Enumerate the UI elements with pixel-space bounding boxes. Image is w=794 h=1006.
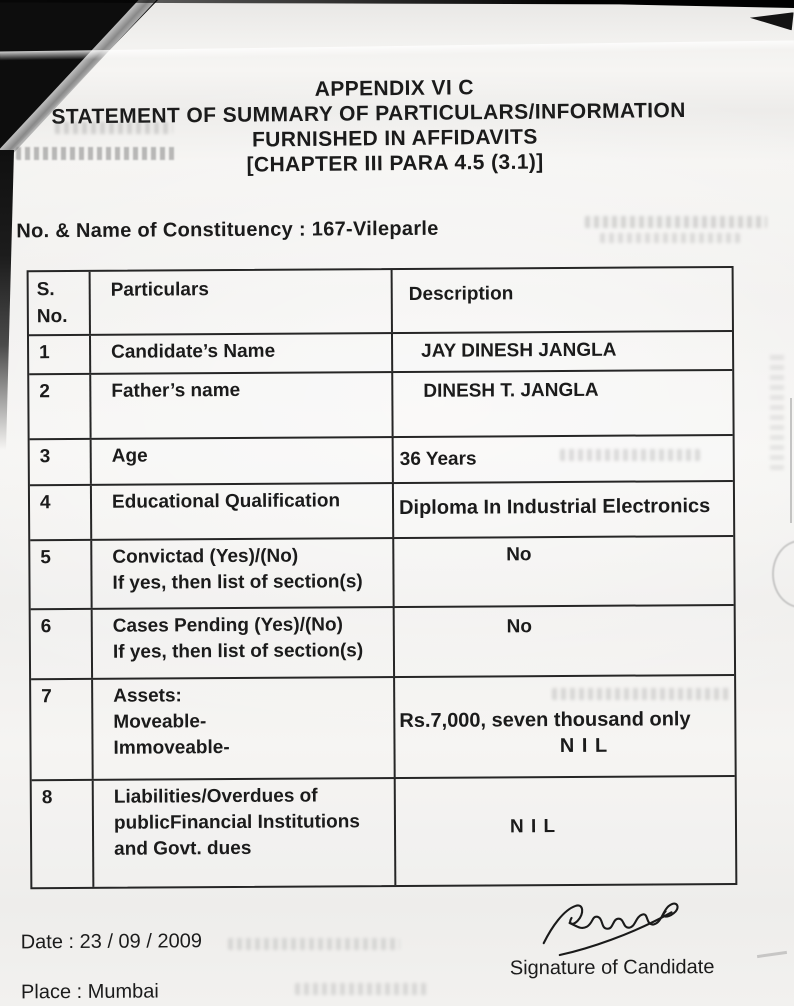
bleed-through-smudge: [55, 122, 173, 134]
description-cell: JAY DINESH JANGLA: [391, 332, 732, 371]
place-line: Place : Mumbai: [20, 980, 159, 1004]
sno-cell: 3: [39, 446, 51, 468]
signature-caption: Signature of Candidate: [509, 956, 715, 980]
header-particulars: Particulars: [89, 270, 391, 334]
date-line: Date : 23 / 09 / 2009: [20, 930, 203, 954]
bleed-through-smudge: [585, 216, 767, 228]
sno-cell: 6: [40, 616, 52, 638]
table-row: [30, 480, 733, 539]
chapter-reference: [CHAPTER III PARA 4.5 (3.1)]: [246, 150, 544, 177]
particulars-cell: Candidate’s Name: [89, 334, 391, 373]
particulars-table: [27, 266, 738, 889]
table-row: [30, 535, 733, 608]
description-cell: No: [392, 537, 733, 606]
statement-title-line-1: STATEMENT OF SUMMARY OF PARTICULARS/INFORMATION: [51, 98, 686, 129]
description-cell: Diploma In Industrial Electronics: [392, 482, 733, 537]
particulars-cell: Convictad (Yes)/(No) If yes, then list of section(s): [90, 539, 392, 608]
constituency-line: No. & Name of Constituency : 167-Vileparle: [16, 217, 439, 243]
particulars-cell: Father’s name: [89, 373, 391, 438]
scan-right-edge-line: [790, 398, 792, 523]
bleed-through-smudge: [16, 147, 178, 160]
candidate-signature: [535, 894, 695, 959]
table-row: [29, 330, 732, 373]
particulars-cell: Assets: Moveable- Immoveable-: [91, 678, 394, 779]
header-description: Description: [391, 268, 732, 332]
table-row: [32, 775, 736, 887]
particulars-cell: Liabilities/Overdues of publicFinancial Institutions and Govt. dues: [92, 779, 395, 887]
table-row: [31, 604, 734, 678]
description-cell: DINESH T. JANGLA: [391, 371, 732, 436]
description-cell: N I L: [394, 777, 736, 885]
header-sno: S. No.: [36, 279, 68, 328]
sno-cell: 4: [39, 492, 51, 514]
particulars-cell: Cases Pending (Yes)/(No) If yes, then list of section(s): [91, 608, 393, 678]
particulars-cell: Educational Qualification: [90, 484, 392, 539]
table-row: [29, 369, 732, 438]
particulars-cell: Age: [90, 438, 392, 484]
bleed-through-smudge: [552, 688, 732, 700]
bleed-through-smudge: [228, 938, 400, 950]
sno-cell: 2: [39, 381, 50, 403]
bleed-through-smudge: [295, 983, 430, 995]
appendix-title: APPENDIX VI C: [314, 76, 475, 101]
sno-cell: 5: [40, 547, 51, 569]
description-cell: No: [393, 606, 734, 676]
bleed-through-smudge: [770, 350, 784, 470]
description-cell: Rs.7,000, seven thousand only N I L: [393, 676, 735, 777]
bleed-through-smudge: [560, 449, 700, 461]
sno-cell: 8: [41, 787, 53, 809]
table-header-row: [29, 268, 732, 334]
sno-cell: 7: [41, 686, 52, 708]
bleed-through-smudge: [600, 233, 740, 243]
description-cell: 36 Years: [392, 436, 733, 482]
sno-cell: 1: [39, 342, 50, 364]
statement-title-line-2: FURNISHED IN AFFIDAVITS: [251, 125, 538, 152]
